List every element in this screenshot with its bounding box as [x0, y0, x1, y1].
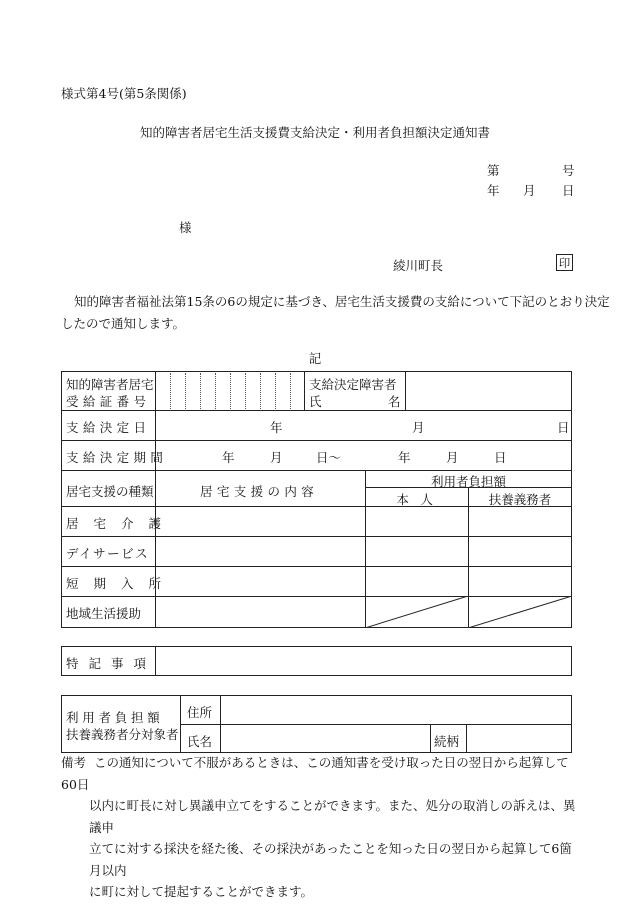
remarks-line-1: この通知について不服があるときは、この通知書を受け取った日の翌日から起算して60日 [61, 755, 569, 792]
body-text-line-1: 知的障害者福祉法第15条の6の規定に基づき、居宅生活支援費の支給について下記のとおり決定 [74, 294, 610, 309]
period-month-2: 月 [446, 450, 459, 465]
supporter-label-line-2: 扶養義務者分対象者 [66, 727, 179, 742]
service-row-home-care: 居宅介護 [66, 516, 177, 531]
period-label: 支給決定期間 [66, 450, 168, 465]
special-notes-label: 特記事項 [66, 656, 157, 671]
period-year-2: 年 [398, 450, 411, 465]
decision-date-year: 年 [270, 420, 283, 435]
decision-date-month: 月 [412, 420, 425, 435]
supporter-label-line-1: 利用者負担額 [66, 710, 164, 725]
ki-mark: 記 [308, 351, 322, 366]
doc-no-suffix: 号 [562, 163, 575, 178]
recipient-suffix: 様 [179, 220, 192, 235]
self-header: 本 人 [396, 492, 437, 507]
date-month: 月 [523, 183, 536, 198]
supporter-header: 扶養義務者 [488, 492, 552, 507]
form-number: 様式第4号(第5条関係) [61, 86, 187, 101]
content-header: 居宅支援の内容 [200, 484, 319, 499]
diagonal-strike [365, 596, 469, 628]
period-day-2: 日 [494, 450, 507, 465]
relation-label: 続柄 [434, 734, 460, 749]
service-row-day-service: デイサービス [66, 546, 150, 561]
period-day-1: 日〜 [316, 450, 342, 465]
diagonal-strike [468, 596, 572, 628]
issuer-name: 綾川町長 [393, 258, 444, 273]
date-year: 年 [487, 183, 500, 198]
seal-mark: 印 [556, 254, 573, 271]
decided-person-label-shi: 氏 [309, 394, 322, 409]
decision-date-label: 支給決定日 [66, 420, 151, 435]
service-row-community-living: 地域生活援助 [66, 606, 142, 621]
decision-date-day: 日 [557, 420, 570, 435]
period-month-1: 月 [270, 450, 283, 465]
burden-header: 利用者負担額 [430, 474, 506, 489]
body-text-line-2: したので通知します。 [61, 316, 186, 331]
period-year-1: 年 [222, 450, 235, 465]
cert-label-line-2: 受給証番号 [66, 394, 151, 409]
remarks-line-3: 立てに対する採決を経た後、その採決があったことを知った日の翌日から起算して6箇月以内 [89, 841, 572, 878]
doc-no-prefix: 第 [487, 163, 500, 178]
decided-person-label-mei: 名 [388, 394, 401, 409]
type-header: 居宅支援の種類 [66, 484, 154, 499]
address-label: 住所 [187, 705, 213, 720]
service-row-short-stay: 短期入所 [66, 576, 177, 591]
document-title: 知的障害者居宅生活支援費支給決定・利用者負担額決定通知書 [139, 125, 490, 140]
remarks-label: 備考 [61, 755, 87, 770]
cert-label-line-1: 知的障害者居宅 [66, 377, 154, 392]
remarks-line-2: 以内に町長に対し異議申立てをすることができます。また、処分の取消しの訴えは、異議申 [89, 798, 576, 835]
remarks-line-4: に町に対して提起することができます。 [89, 884, 314, 899]
remarks [61, 752, 576, 903]
date-day: 日 [562, 183, 575, 198]
name-label: 氏名 [187, 734, 213, 749]
decided-person-label-line-1: 支給決定障害者 [309, 377, 397, 392]
